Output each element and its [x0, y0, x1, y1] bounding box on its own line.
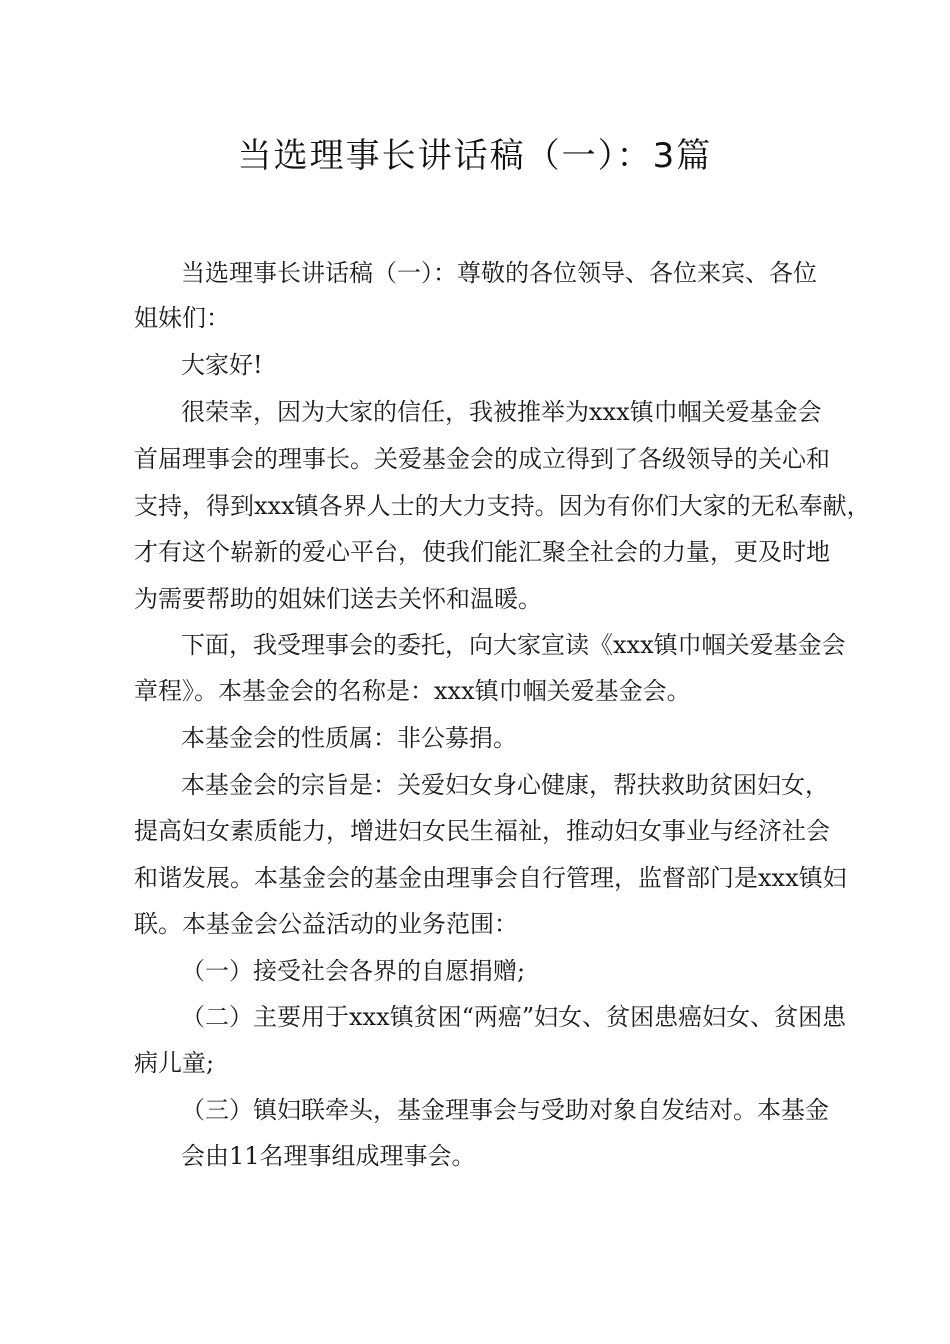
paragraph-line: 联。本基金会公益活动的业务范围： [134, 910, 518, 938]
list-item-line: （一）接受社会各界的自愿捐赠; [181, 957, 526, 985]
paragraph-line: 支持，得到xxx镇各界人士的大力支持。因为有你们大家的无私奉献， [134, 492, 871, 520]
paragraph-line: 本基金会的性质属：非公募捐。 [181, 724, 517, 752]
paragraph-line: 本基金会的宗旨是：关爱妇女身心健康，帮扶救助贫困妇女， [181, 771, 829, 799]
paragraph-line: 为需要帮助的姐妹们送去关怀和温暖。 [134, 585, 542, 613]
paragraph-line: 当选理事长讲话稿（一）：尊敬的各位领导、各位来宾、各位 [181, 259, 817, 287]
paragraph-line: 大家好! [181, 351, 263, 379]
paragraph-line: 和谐发展。本基金会的基金由理事会自行管理，监督部门是xxx镇妇 [134, 864, 847, 892]
paragraph-line: 下面，我受理事会的委托，向大家宣读《xxx镇巾帼关爱基金会 [181, 631, 846, 659]
list-item-line: （二）主要用于xxx镇贫困“两癌”妇女、贫困患癌妇女、贫困患 [181, 1003, 847, 1031]
paragraph-line: 章程》。本基金会的名称是：xxx镇巾帼关爱基金会。 [134, 677, 691, 705]
paragraph-line: 才有这个崭新的爱心平台，使我们能汇聚全社会的力量，更及时地 [134, 538, 830, 566]
list-item-line: （三）镇妇联牵头，基金理事会与受助对象自发结对。本基金 [181, 1096, 829, 1124]
paragraph-line: 提高妇女素质能力，增进妇女民生福祉，推动妇女事业与经济社会 [134, 817, 830, 845]
list-item-line: 病儿童; [134, 1049, 215, 1077]
paragraph-line: 姐妹们： [134, 304, 230, 332]
page-title: 当选理事长讲话稿（一）：3篇 [237, 136, 713, 176]
paragraph-line: 首届理事会的理事长。关爱基金会的成立得到了各级领导的关心和 [134, 445, 830, 473]
paragraph-line: 会由11名理事组成理事会。 [181, 1142, 476, 1170]
paragraph-line: 很荣幸，因为大家的信任，我被推举为xxx镇巾帼关爱基金会 [181, 398, 822, 426]
